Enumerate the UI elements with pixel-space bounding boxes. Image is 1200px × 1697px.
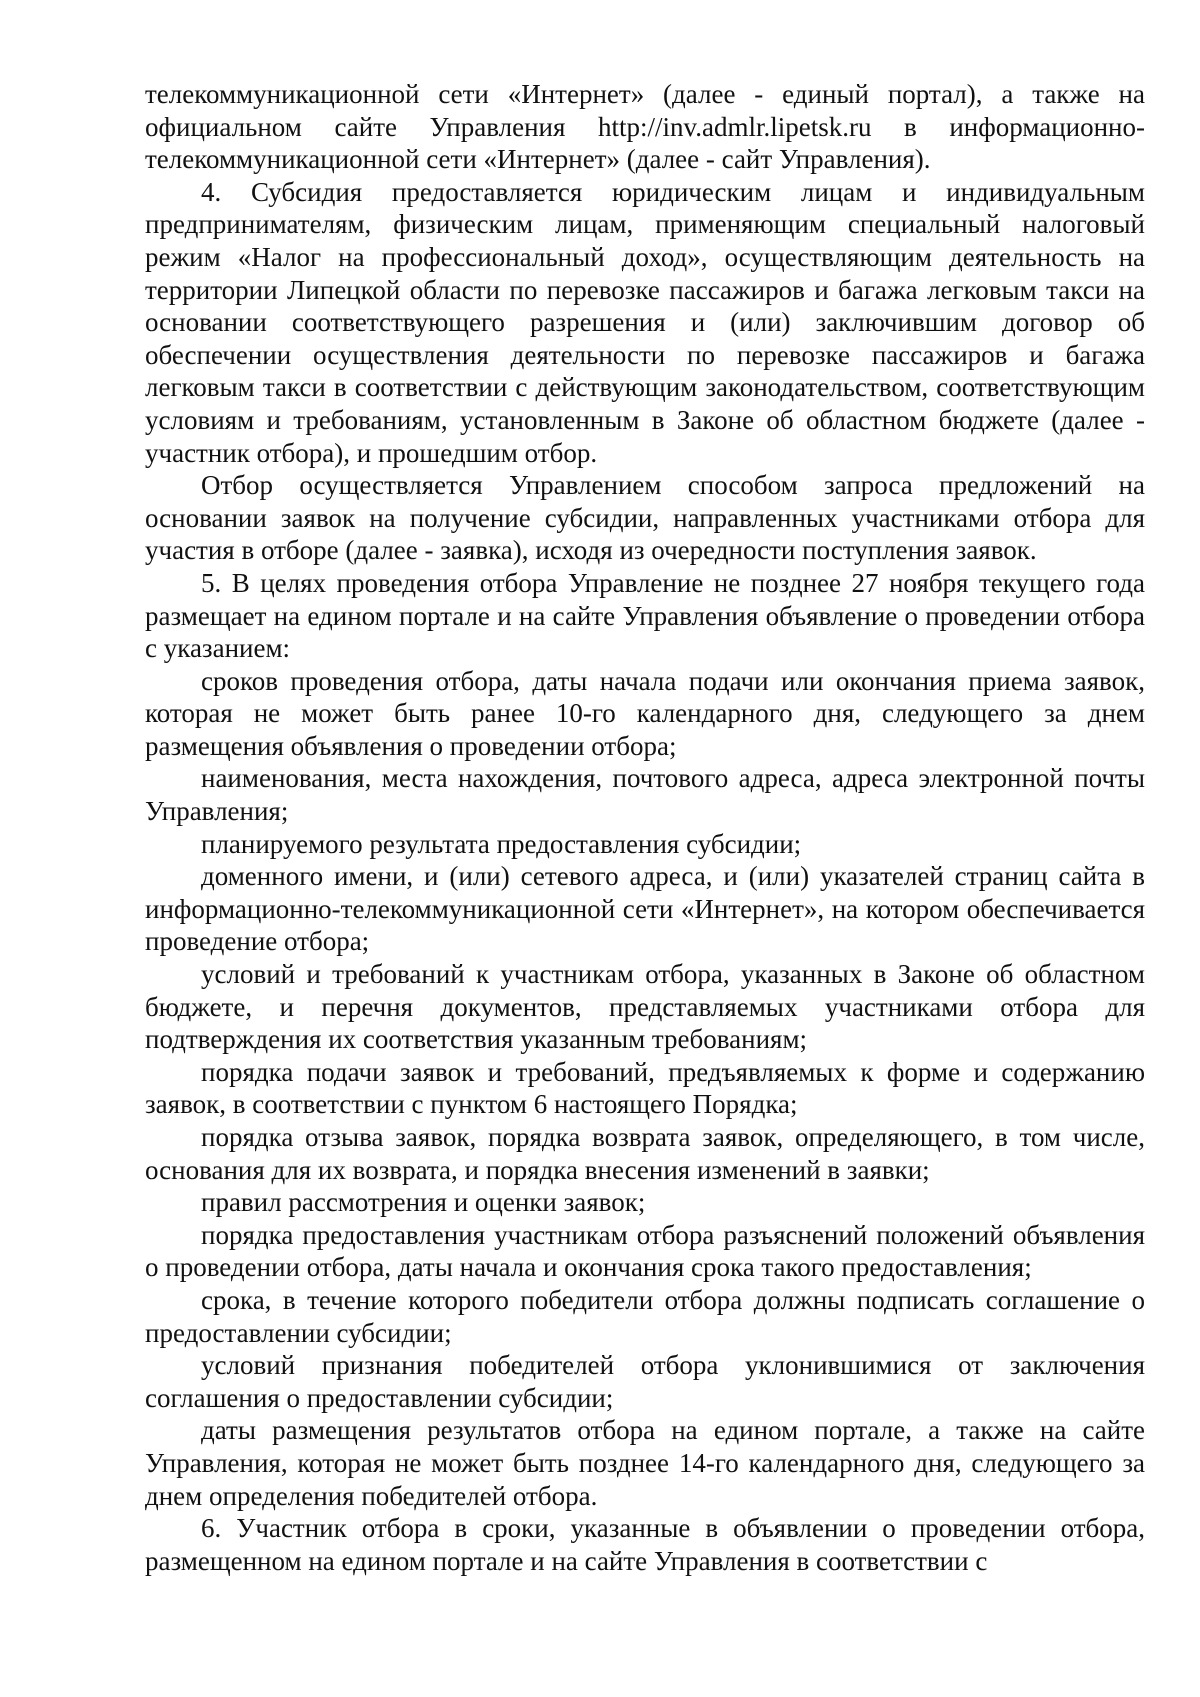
list-item-deadlines: сроков проведения отбора, даты начала подачи или окончания приема заявок, которая не может быть ранее 10-го календарного дня, следующего за днем размещения объявления о проведении отбора;: [145, 665, 1145, 761]
list-item-submission-order: порядка подачи заявок и требований, предъявляемых к форме и содержанию заявок, в соответствии с пунктом 6 настоящего Порядка;: [145, 1056, 1145, 1120]
list-item-contacts: наименования, места нахождения, почтового адреса, адреса электронной почты Управления;: [145, 763, 1145, 827]
paragraph-item-6: 6. Участник отбора в сроки, указанные в объявлении о проведении отбора, размещенном на едином портале и на сайте Управления в соответствии с: [145, 1513, 1145, 1576]
list-item-requirements: условий и требований к участникам отбора, указанных в Законе об областном бюджете, и перечня документов, представляемых участниками отбора для подтверждения их соответствия указанным требованиям;: [145, 959, 1145, 1055]
paragraph-item-4: 4. Субсидия предоставляется юридическим лицам и индивидуальным предпринимателям, физическим лицам, применяющим специальный налоговый режим «Налог на профессиональный доход», осуществляющим деятельность на территории Липецкой области по перевозке пассажиров и багажа легковым такси на основании соответствующего разрешения и (или) заключившим договор об обеспечении осуществления деятельности по перевозке пассажиров и багажа легковым такси в соответствии с действующим законодательством, соответствующим условиям и требованиям, установленным в Законе об областном бюджете (далее - участник отбора), и прошедшим отбор.: [145, 176, 1145, 468]
list-item-evaluation-rules: правил рассмотрения и оценки заявок;: [201, 1187, 646, 1218]
list-item-clarifications: порядка предоставления участникам отбора разъяснений положений объявления о проведении отбора, даты начала и окончания срока такого предоставления;: [145, 1219, 1145, 1283]
list-item-evasion-conditions: условий признания победителей отбора уклонившимися от заключения соглашения о предоставлении субсидии;: [145, 1350, 1145, 1413]
list-item-results-date: даты размещения результатов отбора на едином портале, а также на сайте Управления, которая не может быть позднее 14-го календарного дня, следующего за днем определения победителей отбора.: [145, 1415, 1145, 1511]
document-page: [145, 78, 1145, 1577]
paragraph-item-5: 5. В целях проведения отбора Управление не позднее 27 ноября текущего года размещает на едином портале и на сайте Управления объявление о проведении отбора с указанием:: [145, 567, 1145, 664]
list-item-withdrawal-order: порядка отзыва заявок, порядка возврата заявок, определяющего, в том числе, основания для их возврата, и порядка внесения изменений в заявки;: [145, 1122, 1145, 1185]
list-item-domain-name: доменного имени, и (или) сетевого адреса, и (или) указателей страниц сайта в информационно-телекоммуникационной сети «Интернет», на котором обеспечивается проведение отбора;: [145, 861, 1145, 957]
paragraph-continuation: телекоммуникационной сети «Интернет» (далее - единый портал), а также на официальном сайте Управления http://inv.admlr.lipetsk.ru в информационно-телекоммуникационной сети «Интернет» (далее - сайт Управления).: [145, 79, 1145, 175]
list-item-signing-deadline: срока, в течение которого победители отбора должны подписать соглашение о предоставлении субсидии;: [145, 1284, 1145, 1348]
list-item-planned-result: планируемого результата предоставления субсидии;: [201, 828, 802, 859]
paragraph-selection-method: Отбор осуществляется Управлением способом запроса предложений на основании заявок на получение субсидии, направленных участниками отбора для участия в отборе (далее - заявка), исходя из очередности поступления заявок.: [145, 470, 1145, 566]
